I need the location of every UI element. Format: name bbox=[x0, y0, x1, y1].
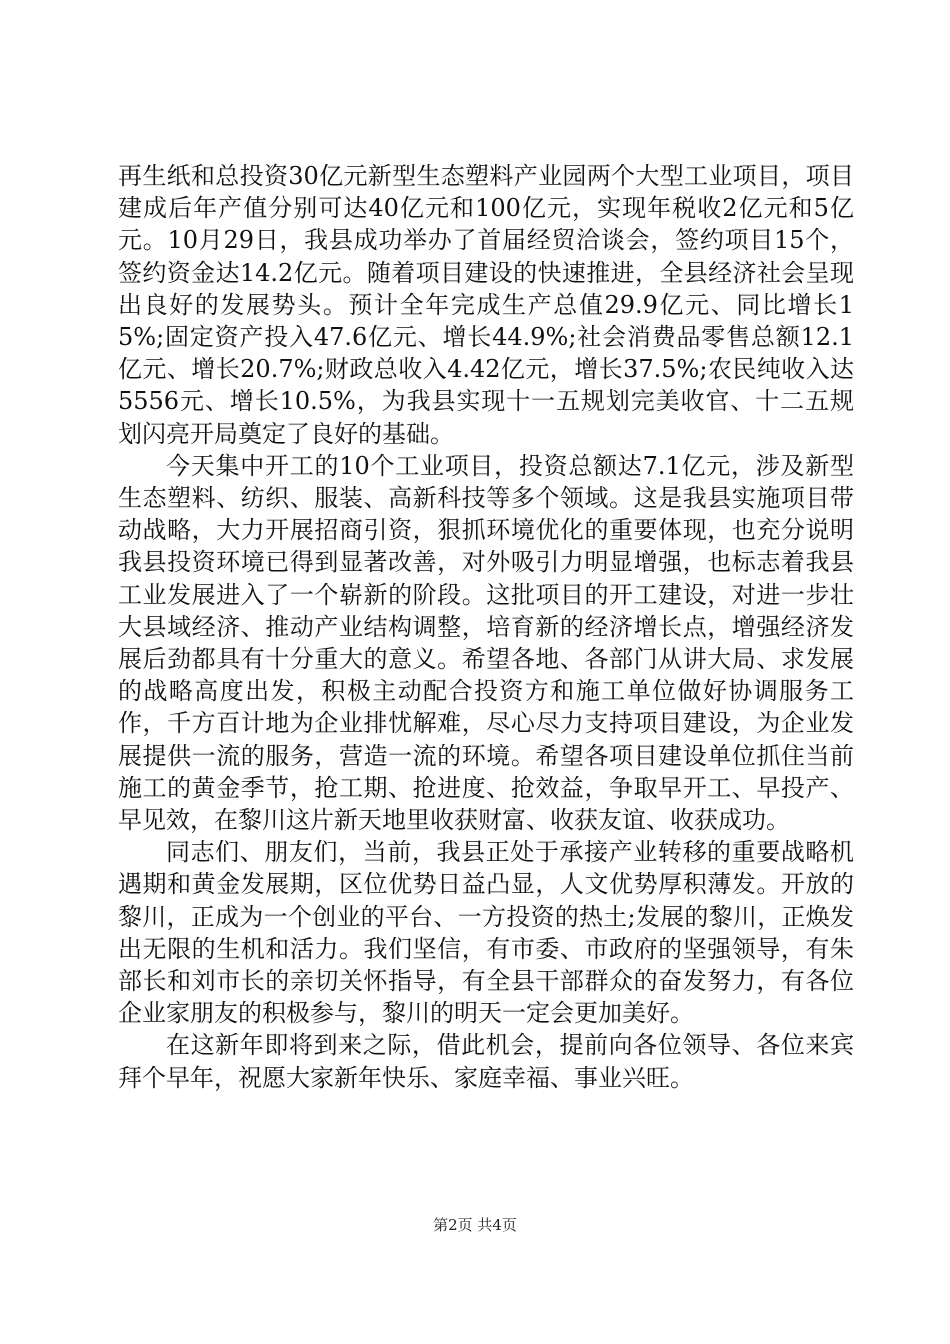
document-body bbox=[118, 160, 854, 1094]
paragraph-3: 同志们、朋友们，当前，我县正处于承接产业转移的重要战略机遇期和黄金发展期，区位优势日益凸显，人文优势厚积薄发。开放的黎川，正成为一个创业的平台、一方投资的热土;发展的黎川，正焕发出无限的生机和活力。我们坚信，有市委、市政府的坚强领导，有朱部长和刘市长的亲切关怀指导，有全县干部群众的奋发努力，有各位企业家朋友的积极参与，黎川的明天一定会更加美好。 bbox=[118, 838, 854, 1028]
paragraph-2: 今天集中开工的10个工业项目，投资总额达7.1亿元，涉及新型生态塑料、纺织、服装、高新科技等多个领域。这是我县实施项目带动战略，大力开展招商引资，狠抓环境优化的重要体现，也充分说明我县投资环境已得到显著改善，对外吸引力明显增强，也标志着我县工业发展进入了一个崭新的阶段。这批项目的开工建设，对进一步壮大县域经济、推动产业结构调整，培育新的经济增长点，增强经济发展后劲都具有十分重大的意义。希望各地、各部门从讲大局、求发展的战略高度出发，积极主动配合投资方和施工单位做好协调服务工作，千方百计地为企业排忧解难，尽心尽力支持项目建设，为企业发展提供一流的服务，营造一流的环境。希望各项目建设单位抓住当前施工的黄金季节，抢工期、抢进度、抢效益，争取早开工、早投产、早见效，在黎川这片新天地里收获财富、收获友谊、收获成功。 bbox=[118, 451, 854, 835]
paragraph-1: 再生纸和总投资30亿元新型生态塑料产业园两个大型工业项目，项目建成后年产值分别可达40亿元和100亿元，实现年税收2亿元和5亿元。10月29日，我县成功举办了首届经贸洽谈会，签约项目15个，签约资金达14.2亿元。随着项目建设的快速推进，全县经济社会呈现出良好的发展势头。预计全年完成生产总值29.9亿元、同比增长15%;固定资产投入47.6亿元、增长44.9%;社会消费品零售总额12.1亿元、增长20.7%;财政总收入4.42亿元，增长37.5%;农民纯收入达5556元、增长10.5%，为我县实现十一五规划完美收官、十二五规划闪亮开局奠定了良好的基础。 bbox=[118, 162, 854, 448]
paragraph-4: 在这新年即将到来之际，借此机会，提前向各位领导、各位来宾拜个早年，祝愿大家新年快乐、家庭幸福、事业兴旺。 bbox=[118, 1031, 854, 1092]
page-number-footer: 第2页 共4页 bbox=[433, 1216, 517, 1234]
